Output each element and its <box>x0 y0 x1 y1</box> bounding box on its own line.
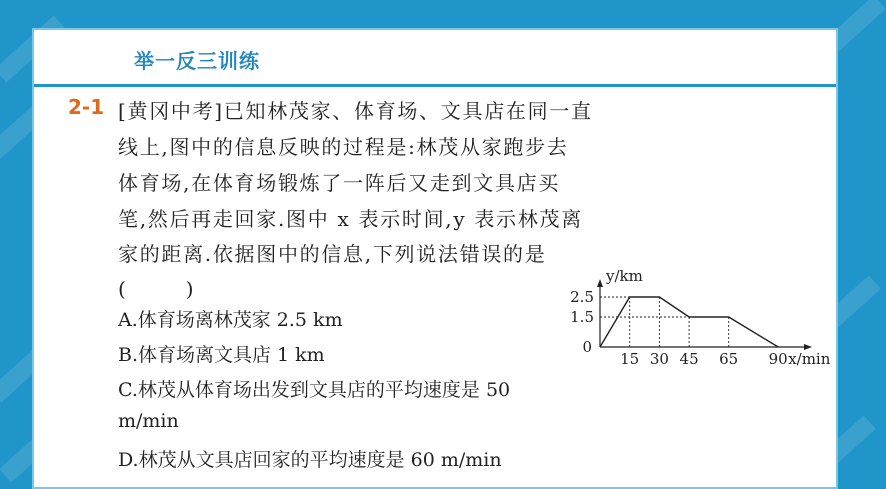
option-c-continued: m/min <box>118 410 179 432</box>
answer-blank: ( ) <box>118 277 194 301</box>
y-axis-label: y/km <box>606 267 643 285</box>
option-c: C.林茂从体育场出发到文具店的平均速度是 50 <box>118 379 511 401</box>
y-tick-label: 1.5 <box>570 308 594 326</box>
option-b: B.体育场离文具店 1 km <box>118 344 325 366</box>
x-tick-label: 30 <box>649 350 669 368</box>
problem-stem-line: 家的距离.依据图中的信息,下列说法错误的是 <box>118 242 547 266</box>
section-header <box>34 30 836 87</box>
origin-label: 0 <box>582 338 592 356</box>
problem-stem-line: 线上,图中的信息反映的过程是:林茂从家跑步去 <box>118 135 569 159</box>
x-axis-label: x/min <box>788 350 831 368</box>
y-tick-label: 2.5 <box>570 288 594 306</box>
section-title: 举一反三训练 <box>134 49 260 73</box>
problem-stem-line: 笔,然后再走回家.图中 x 表示时间,y 表示林茂离 <box>118 207 583 231</box>
distance-time-graph <box>542 263 831 373</box>
exercise-card <box>32 28 838 489</box>
x-tick-label: 15 <box>620 350 640 368</box>
y-axis-arrow <box>597 279 603 287</box>
option-a: A.体育场离林茂家 2.5 km <box>118 309 343 331</box>
x-tick-label: 45 <box>679 350 699 368</box>
problem-stem-line: [黄冈中考]已知林茂家、体育场、文具店在同一直 <box>118 99 593 123</box>
problem-stem-line: 体育场,在体育场锻炼了一阵后又走到文具店买 <box>118 171 561 195</box>
problem-number: 2-1 <box>68 95 105 119</box>
x-tick-label: 90 <box>768 350 788 368</box>
option-d: D.林茂从文具店回家的平均速度是 60 m/min <box>118 449 502 471</box>
x-tick-label: 65 <box>719 350 739 368</box>
